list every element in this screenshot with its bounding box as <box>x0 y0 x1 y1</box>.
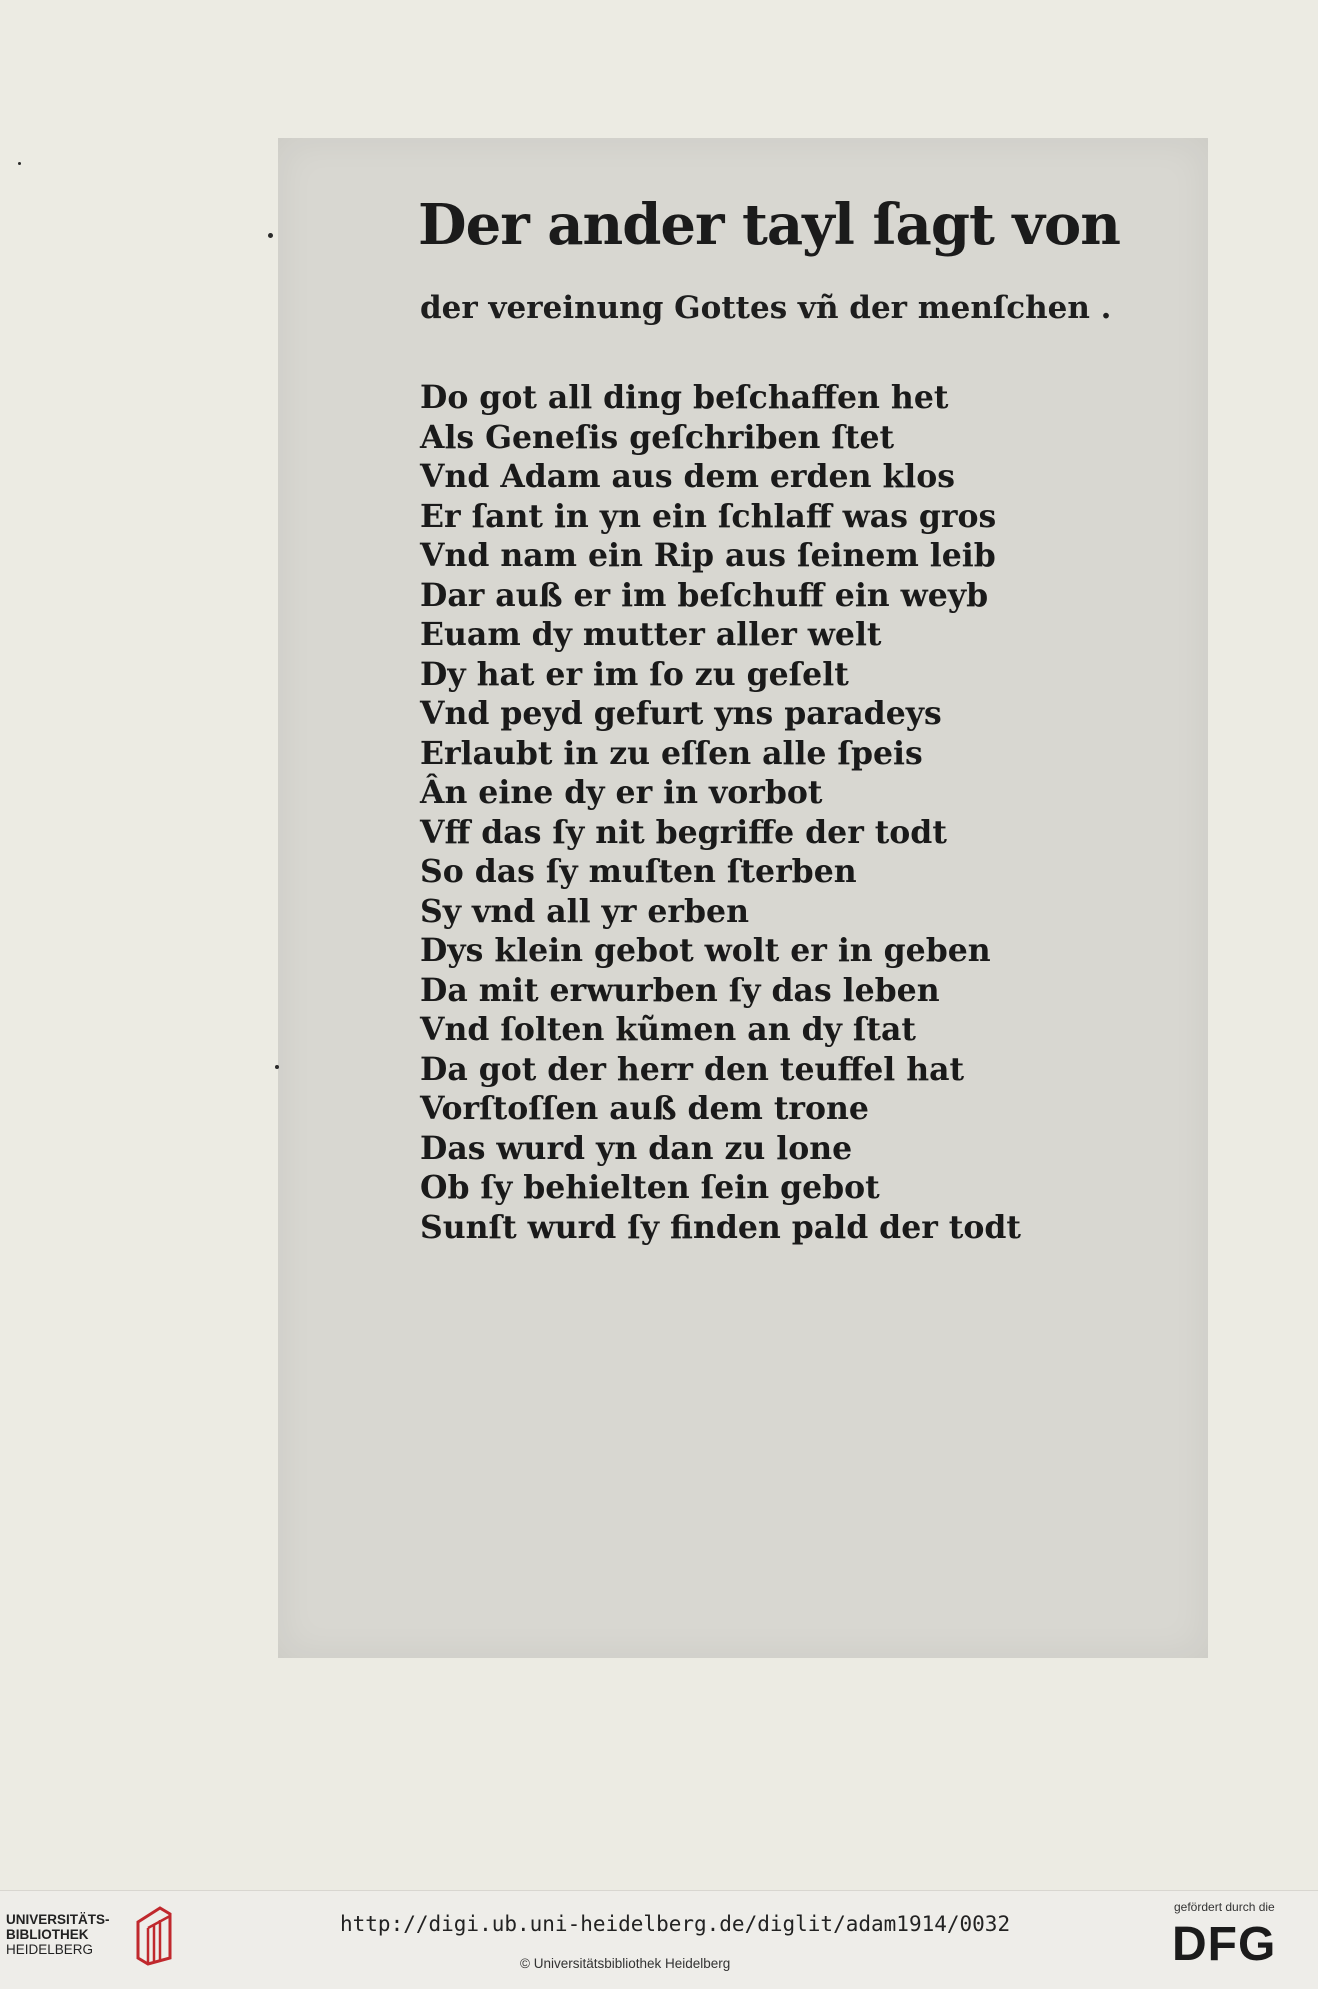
footer-bar <box>0 1890 1318 1989</box>
dfg-logo: DFG <box>1172 1918 1277 1971</box>
verse-line: Ob ſy behielten ſein gebot <box>420 1169 880 1206</box>
verse-line: So das ſy muſten ſterben <box>420 853 857 890</box>
paper-speck <box>18 162 21 165</box>
verse-line: Sunſt wurd ſy finden pald der todt <box>420 1208 1021 1246</box>
library-name-line3: HEIDELBERG <box>6 1942 94 1957</box>
library-name-line2: BIBLIOTHEK <box>6 1927 89 1942</box>
verse-line: Euam dy mutter aller welt <box>420 616 882 653</box>
verse-line: Vorſtoſſen auß dem trone <box>420 1090 869 1127</box>
verse-line: Vnd nam ein Rip aus ſeinem leib <box>420 537 996 574</box>
copyright-notice: © Universitätsbibliothek Heidelberg <box>520 1956 731 1971</box>
verse-line: Vnd peyd gefurt yns paradeys <box>420 695 942 732</box>
verse-line: Vnd ſolten kũmen an dy ſtat <box>420 1011 916 1048</box>
verse-line: Er ſant in yn ein ſchlaff was gros <box>420 497 997 535</box>
verse-line: Da got der herr den teuffel hat <box>420 1050 965 1088</box>
funded-by-label: gefördert durch die <box>1174 1900 1275 1914</box>
verse-line: Vff das ſy nit begriffe der todt <box>420 813 947 851</box>
verse-list <box>420 378 1120 1247</box>
verse-line: Als Geneſis geſchriben ſtet <box>420 418 895 456</box>
verse-line: Dys klein gebot wolt er in geben <box>420 932 991 969</box>
verse-line: Dar auß er im beſchuff ein weyb <box>420 576 989 614</box>
verse-line: Do got all ding beſchaffen het <box>420 379 949 416</box>
permalink-url[interactable]: http://digi.ub.uni-heidelberg.de/diglit/adam1914/0032 <box>340 1912 1011 1936</box>
verse-line: Da mit erwurben ſy das leben <box>420 971 940 1009</box>
verse-line: Ân eine dy er in vorbot <box>420 774 823 811</box>
library-name-line1: UNIVERSITÄTS- <box>6 1912 110 1927</box>
verse-line: Dy hat er im ſo zu geſelt <box>420 655 849 693</box>
verse-line: Erlaubt in zu eſſen alle ſpeis <box>420 734 923 772</box>
document-title: Der ander tayl ſagt von <box>418 192 1120 258</box>
paper-speck <box>268 233 273 238</box>
verse-line: Das wurd yn dan zu lone <box>420 1129 853 1167</box>
library-logo-icon <box>130 1902 176 1966</box>
paper-speck <box>275 1065 279 1069</box>
verse-line: Vnd Adam aus dem erden klos <box>420 458 955 495</box>
verse-line: Sy vnd all yr erben <box>420 892 749 930</box>
document-subtitle: der vereinung Gottes vñ der menſchen . <box>420 290 1112 326</box>
